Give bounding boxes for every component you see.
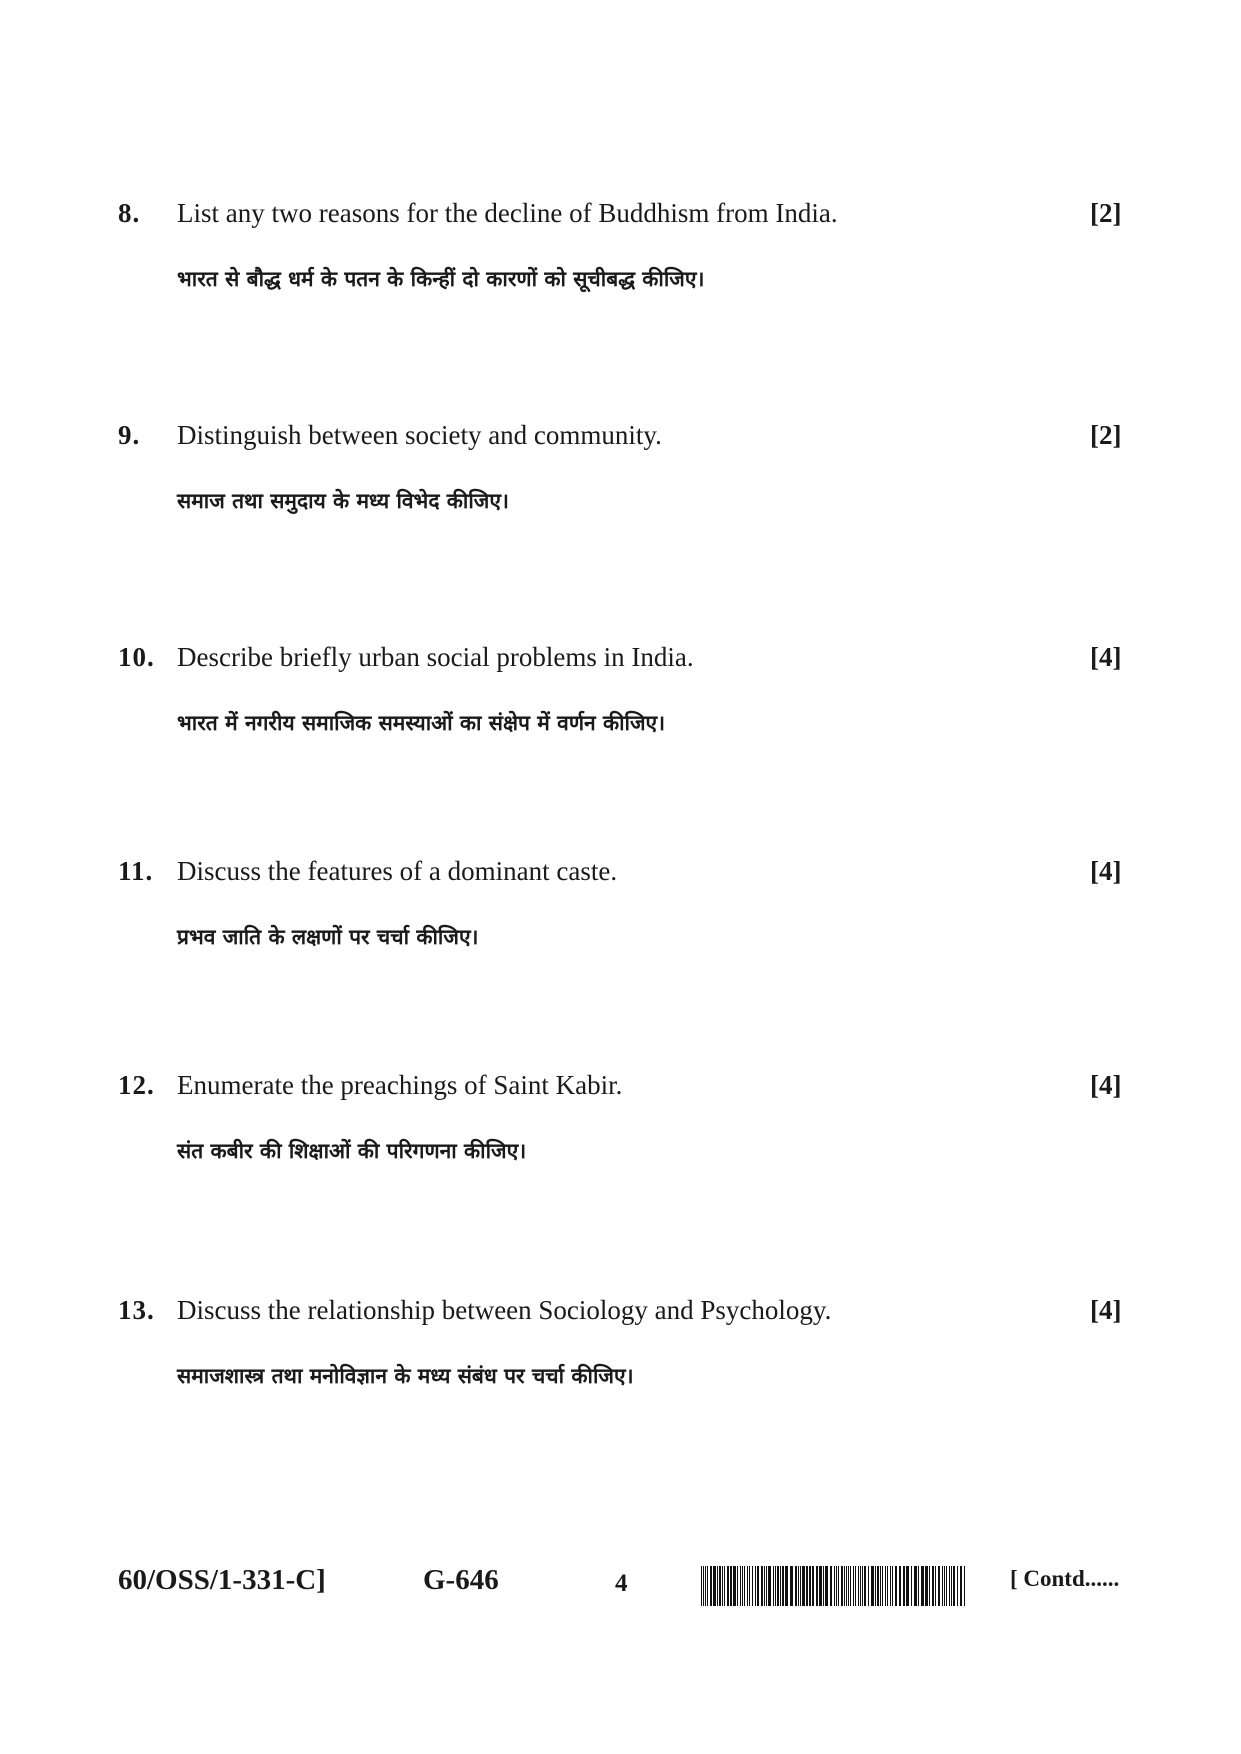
question-marks: [4] <box>1090 1070 1122 1100</box>
question-text-hindi: प्रभव जाति के लक्षणों पर चर्चा कीजिए। <box>177 925 479 949</box>
question-text: Enumerate the preachings of Saint Kabir. <box>177 1070 623 1100</box>
question-text: List any two reasons for the decline of Buddhism from India. <box>177 198 838 228</box>
series-code: G-646 <box>423 1564 499 1596</box>
barcode <box>701 1566 966 1606</box>
question-number: 8. <box>118 198 141 228</box>
question-text-hindi: संत कबीर की शिक्षाओं की परिगणना कीजिए। <box>177 1139 527 1163</box>
question-text: Distinguish between society and community. <box>177 420 662 450</box>
question-number: 11. <box>118 856 154 886</box>
question-text: Discuss the features of a dominant caste. <box>177 856 618 886</box>
question-marks: [2] <box>1090 198 1122 228</box>
question-marks: [2] <box>1090 420 1122 450</box>
question-text-hindi: समाज तथा समुदाय के मध्य विभेद कीजिए। <box>177 489 509 513</box>
question-number: 9. <box>118 420 141 450</box>
question-marks: [4] <box>1090 1295 1122 1325</box>
continued-label: [ Contd...... <box>1010 1566 1120 1591</box>
question-number: 12. <box>118 1070 155 1100</box>
question-text: Describe briefly urban social problems in India. <box>177 642 694 672</box>
question-text: Discuss the relationship between Sociology and Psychology. <box>177 1295 832 1325</box>
question-marks: [4] <box>1090 856 1122 886</box>
page-footer <box>0 1562 1241 1612</box>
question-marks: [4] <box>1090 642 1122 672</box>
question-text-hindi: भारत में नगरीय समाजिक समस्याओं का संक्षेप में वर्णन कीजिए। <box>177 711 666 735</box>
question-number: 10. <box>118 642 155 672</box>
question-text-hindi: भारत से बौद्ध धर्म के पतन के किन्हीं दो कारणों को सूचीबद्ध कीजिए। <box>177 267 705 291</box>
question-text-hindi: समाजशास्त्र तथा मनोविज्ञान के मध्य संबंध पर चर्चा कीजिए। <box>177 1364 634 1388</box>
question-number: 13. <box>118 1295 155 1325</box>
page-number: 4 <box>615 1570 628 1597</box>
paper-code: 60/OSS/1-331-C] <box>118 1564 326 1596</box>
